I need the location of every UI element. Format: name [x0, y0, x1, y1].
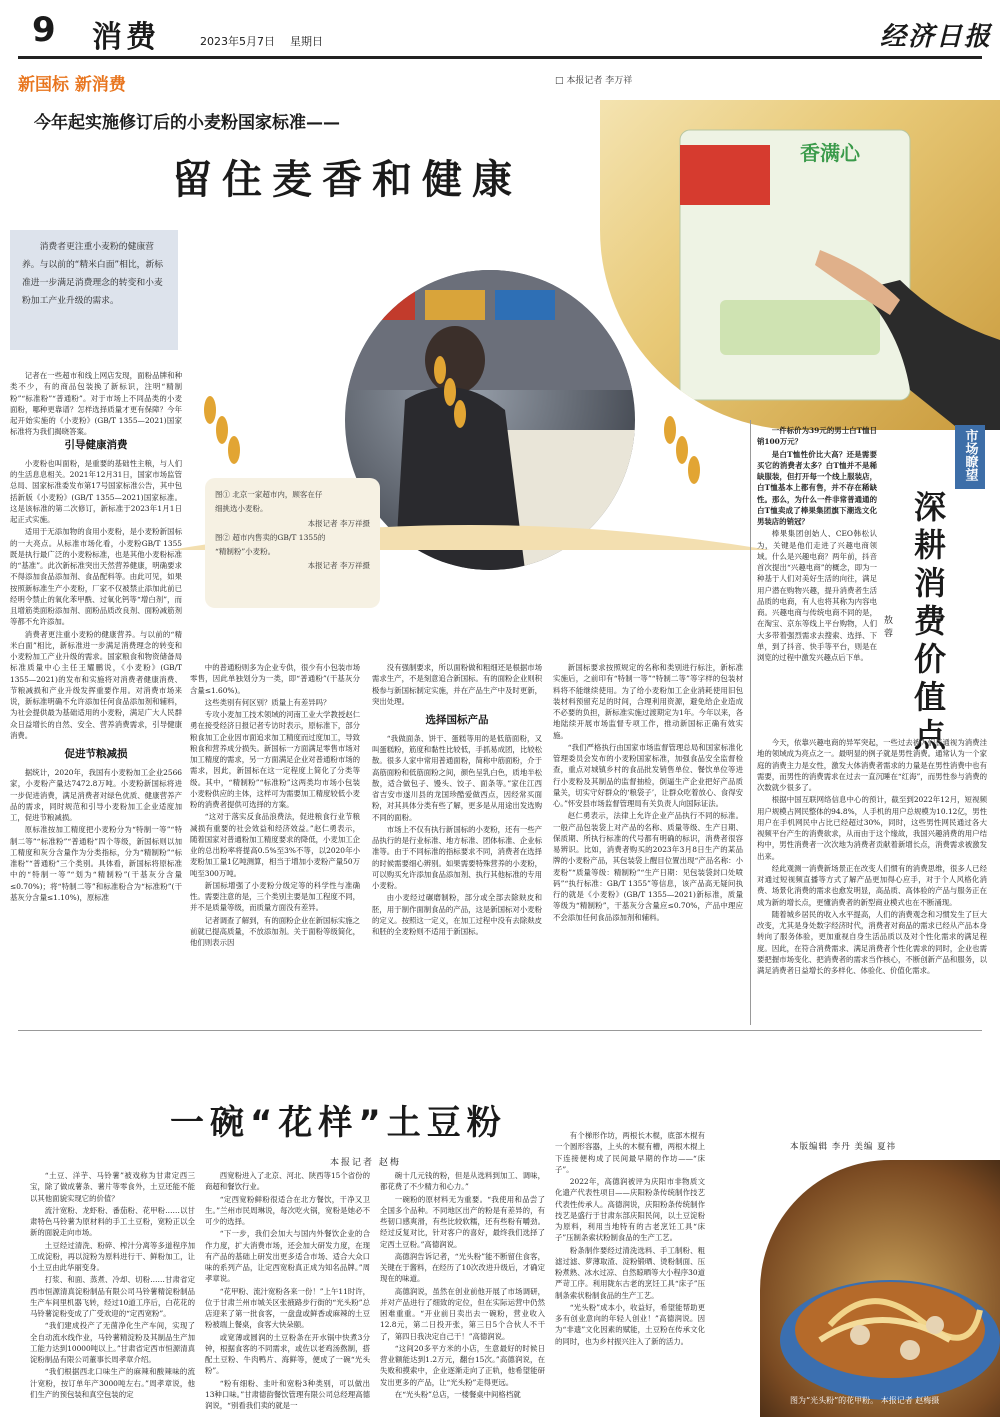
paragraph: 据统计，2020年，我国有小麦粉加工企业2566家，小麦粉产量达7472.8万吨。小麦粉新国标将进一步促进消费，满足消费者对绿色优质、健康营养产品的需求，同时规范和引导小麦粉加工企业适度加工，促进节粮减损。 — [10, 768, 182, 823]
paragraph: 新国标要求按照规定的名称和类别进行标注，新标准实施后，之前印有“特制一等”“特制二等”等字样的包装材料将不能继续使用。为了给小麦粉加工企业消耗使用旧包装材料预留充足的时间，合理利用资源，避免给企业造成不必要的负担，新标准实施过渡期定为1年。今年以来，各地陆续开展市场监督专项工作，推动新国标正确有效实施。 — [553, 663, 743, 740]
sidebar-column — [757, 425, 989, 1015]
issue-date: 2023年5月7日 — [200, 35, 275, 48]
paragraph: 新国标增强了小麦粉分级定等的科学性与准确性。需要注意的是，三个类别主要是加工程度不同，并不是质量等级，而质量方面没有差异。 — [190, 880, 360, 913]
feature1-column-3 — [372, 662, 542, 1017]
caption-line: “精制粉”小麦粉。 — [215, 547, 276, 556]
paragraph: 消费者更注重小麦粉的健康营养。与以前的“精米白面”相比，新标准进一步满足消费理念的转变和小麦粉加工产业升级的需求。国家粮食和物资储备局标准质量中心主任王耀鹏说，《小麦粉》(GB/T 1355—2021)的发布和实施将对消费者健康消费、节粮减损和产业升级发挥重要作用。对消费市场来说，新标准明确不允许添加任何食品添加剂和辅料，为社会提供最为基础适用的小麦粉，满足广大人民群众日益增长的自然、安全、营养消费需求，引导健康消费。 — [10, 629, 182, 740]
paragraph: “我们严格执行由国家市场监督管理总局和国家标准化管理委员会发布的小麦粉国家标准，加强食品安全监督检查，重点对城镇乡村的食品批发销售单位、餐饮单位等进行小麦粉及其制品的监督抽检，倒逼生产企业把好产品质量关，切实守好群众的‘粮袋子’，让群众吃着放心、食得安心。”怀安县市场监督管理局有关负责人向国际证法。 — [553, 742, 743, 808]
paragraph: 高德润告诉记者，“光头粉”能不断留住食客，关键在于酱料，在经历了10次改进升级后，才确定现在的味道。 — [380, 1251, 545, 1284]
paragraph: 是白T恤性价比大高？还是需要买它的消费者太多？白T恤并不是稀缺服装，但打开每一个线上服装店，白T恤基本上都有售，并不存在稀缺性。那么，为什么一件非常普通通的白T恤卖成了棒果集团旗下潮选文化男装店的销冠？ — [757, 449, 877, 526]
header-rule — [18, 56, 982, 59]
subhead-select: 选择国标产品 — [425, 714, 489, 726]
paragraph: 随着城乡居民的收入水平提高，人们的消费观念和习惯发生了巨大改变，尤其是身处数字经济时代，消费者对商品的需求已经从产品本身转向了服务体验，更加重视自身生活品质以及对个性化需求的满足程度。因此，在符合消费需求、满足消费者个性化需求的同时，企业也需要把握市场变化、把消费者的需求当作核心，不断创新产品和服务，以满足消费者日益增长的多样化、体验化、价值化需求。 — [757, 909, 987, 975]
feature2-headline: 一碗“花样”土豆粉 — [170, 1103, 507, 1143]
paragraph: 一碗粉的原材料无为重要。“我使用和品尝了全国多个品种。不同地区出产的粉是有差异的，有些韧口感爽滑，有些比较软糯，还有些粉有嚼劲。经过反复对比，针对客户的喜好，最终我们选择了定西土豆粉。”高德润说。 — [380, 1194, 545, 1249]
paragraph: 市场上不仅有执行新国标的小麦粉，还有一些产品执行的是行业标准、地方标准、团体标准、企业标准等。由于不同标准的指标要求不同，消费者在选择的时候需要细心辨别。如果需要特殊营养的小麦粉，可以购买允许添加食品添加剂、执行其他标准的专用小麦粉。 — [372, 824, 542, 891]
caption-line: 本报记者 李万祥摄 — [307, 561, 370, 571]
paragraph: 高德润说，虽然在创业前他开展了市场调研，并对产品进行了细致的定位，但在实际运营中仍然困难重重。“开业前日卖出去一碗粉，营业收入12.8元，第二日投开张，第三日5个合伙人不干了，第四日我决定自己干！”高德润说。 — [380, 1286, 545, 1341]
feature1-column-4 — [553, 662, 743, 1017]
paragraph: 小麦粉也叫面粉，是重要的基础性主粮，与人们的生活息息相关。2021年12月31日，国家市场监管总局、国家标准委发布第17号国家标准公告，其中包括新版《小麦粉》(GB/T 1355—2021)国家标准。这是该标准的第二次修订，新标准于2023年1月1日起正式实施。 — [10, 458, 182, 525]
paragraph: 根据中国互联网络信息中心的预计，截至到2022年12月，短视频用户规模占网民整体的94.8%，人手机的用户总规模为10.12亿，男性用户在手机网民中占比已经超过30%，同时，这些男性网民通过各大视频平台产生的消费欲求，从而由于这个缘故，我国兴趣消费的用户结构中，男性消费者一次次地为消费者贡献着新增长点，消费需求被激发出来。 — [757, 795, 987, 861]
paragraph: 碗十几元钱的粉，但是从选料到加工、调味，都花费了不少精力和心力。” — [380, 1171, 545, 1192]
paragraph: 2022年，高德润被评为庆阳市非物质文化遗产代表性项目——庆阳粉条传统制作技艺代表性传承人。高德润说，庆阳粉条传统制作技艺是盛行于甘肃东部庆阳民间，以土豆淀粉为原料，利用当地特有的古老烹饪工具“床子”压制条索状粉制食品的生产工艺。 — [555, 1177, 705, 1243]
sidebar-body-bottom — [757, 737, 987, 1012]
paragraph: 棒果集团创始人、CEO韩松认为，关键是他们走进了兴趣电商领域。什么是兴趣电商？两年前，抖音首次提出“兴趣电商”的概念，即为一种基于人们对美好生活的向往，满足用户潜在购物兴趣，提升消费者生活品质的电商，有人也将其称为内容电商。兴趣电商与传统电商不同的是，在淘宝、京东等线上平台购物，人们大多带着强烈需求去搜索、选择、下单，到了抖音、快手等平台，则是在浏览的过程中激发兴趣点后下单。 — [757, 529, 877, 662]
paragraph: “粉有细粉、韭叶和宽粉3种类别，可以做出13种口味。”甘肃德韵餐饮管理有限公司总经理高德润说，“别看我们卖的就是一 — [205, 1378, 370, 1410]
subhead-save: 促进节粮减损 — [64, 748, 128, 761]
caption-line: 本报记者 李万祥摄 — [307, 518, 370, 528]
paragraph: “土豆、洋芋、马铃薯”被戏称为甘肃定西三宝，除了做成薯条、薯片等零食外，土豆还能不能以其他面貌实现它的价值？ — [30, 1171, 195, 1203]
article-kicker: 今年起实施修订后的小麦粉国家标准—— — [34, 113, 340, 133]
sidebar-body-top — [757, 425, 877, 735]
editor-credit: 本版编辑 李丹 美编 夏祎 — [790, 1142, 897, 1152]
sidebar-author — [881, 615, 894, 645]
paragraph: “我们根据西北口味生产的麻辣和酸辣味的流汁宽粉，按订单年产3000吨左右。”周孝章说，他们生产的预包装和真空包装的定 — [30, 1367, 195, 1399]
sidebar-label-text: 市场瞭望 — [962, 429, 978, 481]
issue-weekday: 星期日 — [290, 35, 323, 48]
feature2-column-1 — [30, 1170, 195, 1410]
intro-text: 记者在一些超市和线上网店发现，面粉品牌和种类不少，有的商品包装换了新标识，注明“精制粉”“标准粉”“普通粉”。对于市场上不同品类的小麦面粉，哪种更靠谱？怎样选择质量才更有保障？今年起开始实施的《小麦粉》(GB/T 1355—2021)国家标准将为我们揭晓答案。 — [10, 371, 182, 437]
paragraph: 土豆经过清洗、粉碎、榨汁分离等多道程序加工成淀粉，再以淀粉为原料进行干、鲜粉加工，让小土豆由此华丽变身。 — [30, 1240, 195, 1272]
paragraph: “下一步，我们会加大与国内外餐饮企业的合作力度，扩大消费市场，还会加大研发力度，在现有产品的基础上研发出更多适合市场、适合大众口味的系列产品，让定西宽粉真正成为知名品牌。”周孝章说。 — [205, 1229, 370, 1284]
caption-line: 图② 超市内售卖的GB/T 1355的 — [215, 532, 326, 542]
paragraph: “定西宽粉鲜粉很适合在北方餐饮，干净又卫生。”兰州市民周琳说，每次吃火锅，宽粉是她必不可少的选择。 — [205, 1194, 370, 1226]
paragraph: “这间20多平方米的小店，生意最好的时候日营业额能达到1.2万元，翻台15次。”高德润说，在失败和摸索中，企业逐渐走向了正轨，他希望能研发出更多的产品，让“光头粉”走得更远。 — [380, 1343, 545, 1387]
paragraph: 今天，依靠兴趣电商的异军突起，一些过去被人们普通视为消费洼地的领域成为亮点之一。最明显的例子就是男性消费。通常认为一个家庭的消费主力是女性，激发大体消费者需求的力量是在男性消费中也有需要，而男性的消费需求在过去一直沉睡在“红海”，而男性参与消费的次数就少很多了。 — [757, 738, 987, 792]
paragraph: “这对于落实反食品浪费法，促进粮食行业节粮减损有重要的社会效益和经济效益。”赵仁勇表示，随着国家对普通粉加工精度要求的降低，小麦加工企业的总出粉率将提高0.5%至3%不等，以2020年小麦粉加工量1亿吨测算，相当于增加小麦粉产量50万吨至300万吨。 — [190, 812, 360, 878]
paragraph: 赵仁勇表示，法律上允许企业产品执行不同的标准。一般产品包装袋上对产品的名称、质量等级、生产日期、保质期、所执行标准的代号都有明确的标识，消费者很容易辨识。比如，消费者购买的2023年3月8日生产的某品牌的小麦粉产品，其包装袋上醒目位置出现“产品名称：小麦粉”“质量等级：精制粉”“生产日期：见包装袋封口处喷码”“执行标准：GB/T 1355”等信息，该产品高无疑问执行的就是《小麦粉》(GB/T 1355—2021)新标准，质量等级为“精制粉”，干基灰分含量应≤0.70%，产品中理应不会添加任何食品添加剂和辅料。 — [553, 811, 743, 922]
article-headline: 留住麦香和健康 — [172, 157, 522, 203]
paragraph: 没有强制要求，所以面粉做和粗细还是根据市场需求生产，不是刻意追合新国标。有的面粉企业则积极参与新国标制定实施，并在产品生产中及时更新，突出处理。 — [372, 663, 542, 706]
caption-line: 图① 北京一家超市内，顾客在仔 — [215, 490, 323, 499]
paragraph: 流汁宽粉、龙虾粉、番茄粉、花甲粉……以甘肃特色马铃薯为原材料的手工土豆粉，宽粉正以全新的面貌走向市场。 — [30, 1205, 195, 1238]
paragraph: “花甲粉、流汁宽粉各来一份！”上午11时许，位于甘肃兰州市城关区张掖路步行街的“光头粉”总店迎来了第一批食客，一盘盘或鲜香或麻辣的土豆粉被端上餐桌，食客大快朵颐。 — [205, 1286, 370, 1330]
masthead-logo: 经济日报 — [880, 22, 993, 52]
paragraph: 适用于无添加物的食用小麦粉，是小麦粉新国标的一大亮点。从标准市场化看，小麦粉GB/T 1355既是执行最广泛的小麦粉标准，也是其他小麦粉标准的“基准”。此次新标准突出天然营养健康，明确要求不得添加食品添加剂、食品配料等。由此可见，如果按照新标准生产小麦粉，厂家不仅被禁止添加此前已经明令禁止的氧化苯甲酰、过氧化钙等“增白剂”，而且增筋类面粉添加剂、面粉品质改良剂、面粉减筋剂等都不允许添加。 — [10, 527, 182, 627]
subhead-guide: 引导健康消费 — [64, 439, 128, 451]
paragraph: 粉条制作要经过清洗选料、手工制粉、粗滤过滤、萝薄取渣、淀粉锻晒、烫粉制面、压粉煮熟、冰水过凉、自然晾晒等大小程序30道严苛工序。利用陇东古老的烹饪工具“床子”压制条索状粉制食品的生产工艺。 — [555, 1245, 705, 1300]
feature1-column-2 — [190, 662, 360, 1017]
caption-line: 细挑选小麦粉。 — [215, 504, 268, 514]
column-tag: 新国标 新消费 — [18, 75, 126, 95]
summary-text: 消费者更注重小麦粉的健康营养。与以前的“精米白面”相比，新标准进一步满足消费理念的转变和小麦粉加工产业升级的需求。 — [22, 242, 164, 307]
paragraph: “我们建成投产了无菌净化生产车间，实现了全自动流水线作业，马铃薯精淀粉及其制品生产加工能力达到10000吨以上。”甘肃省定西市恒源清真淀粉制品有限公司董事长周孝章介绍。 — [30, 1321, 195, 1364]
paragraph: 原标准按加工精度把小麦粉分为“特制一等”“特制二等”“标准粉”“普通粉”四个等级，新国标则以加工精度和灰分含量作为分类指标，分为“精制粉”“标准粉”“普通粉”三个类别。具体看，新国标将原标准中的“特制一等”“划为“精制粉”(干基灰分含量≤0.70%)；将“特制二等”和标准粉合为“标准粉”(干基灰分含量≤1.10%)，原标准 — [10, 825, 182, 902]
noodle-photo — [760, 1160, 1000, 1417]
paragraph: 专攻小麦加工技术领域的河南工业大学教授赵仁勇在接受经济日报记者专访时表示，原标准下，部分粮食加工企业因市面追求加工精度而过度加工，导致粮食和营养成分损失。新国标一方面满足零售市场对加工精度的需求，另一方面满足企业对普通粉市场的需求，因此，新国标在这一定程度上简化了分类等级。其中，“精制粉”“标准粉”这两类均市场小包装小麦粉供应的主体，这样可为需要加工精度较低小麦粉的消费者提供可选择的方案。 — [190, 710, 360, 809]
paragraph: 记者调查了解到，有的面粉企业在新国标实施之前就已提高质量，不放添加剂。关于面粉等级简化，他们则表示因 — [190, 915, 360, 947]
paragraph: 有个梯形作坊，两根长木棍，底部木棍有一个圆形容器，上头的木棍有槽，两根木棍上下连接便构成了民间最早期的作坊——“床子”。 — [555, 1131, 705, 1174]
feature2-byline: 本报记者 赵梅 — [330, 1158, 401, 1168]
byline: □ 本报记者 李万祥 — [555, 76, 633, 86]
feature2-column-3 — [380, 1170, 545, 1410]
paragraph: 西宽粉进入了北京、河北、陕西等15个省份的商超和餐饮行业。 — [205, 1171, 370, 1192]
paragraph: 在“光头粉”总店，一楼餐桌中间格档就 — [394, 1389, 521, 1399]
noodle-bowl-illustration — [760, 1160, 1000, 1417]
summary-box — [10, 230, 178, 350]
section-name: 消费 — [92, 20, 160, 55]
feature1-column-1 — [10, 432, 182, 1017]
paragraph: 由小麦经过碾磨制粉，部分或全部去除麸皮和胚，用于制作面制食品的产品，这是新国标对小麦粉的定义。按照这一定义，在加工过程中没有去除麸皮和胚的全麦粉则不适用于新国标。 — [372, 893, 542, 937]
page-number: 9 — [32, 10, 56, 50]
section-divider — [18, 1030, 982, 1031]
paragraph: 经此观测一消费新场景正在改变人们惯有的消费思维，很多人已经对通过短视频直播等方式了解产品更加得心应手，对于个人风格化消费、场景化消费的需求也愈发明显，高品质、高体验的产品与服务正在成为新的增长点，更懂消费者的新型商业模式也在不断涌现。 — [757, 863, 987, 907]
paragraph: 中的普通粉则多为企业专供，很少有小包装市场零售，因此单独划分为一类，即“普通粉”(干基灰分含量≤1.60%)。 — [190, 663, 360, 695]
paragraph: 或宽薄或圆润的土豆粉条在开水锅中快煮3分钟，根据食客的不同需求，或佐以老鸡汤熬制，搭配土豆粉、牛肉鸭片、海鲜等，便成了一碗“光头粉”。 — [205, 1332, 370, 1376]
svg-text:香满心: 香满心 — [800, 141, 860, 165]
paragraph: 一件标价为39元的男士白T恤日销100万元？ — [757, 426, 877, 447]
noodle-photo-caption: 图为“光头粉”的花甲粉。 本报记者 赵梅摄 — [790, 1396, 940, 1405]
photo-caption-box — [205, 478, 380, 608]
feature2-column-2 — [205, 1170, 370, 1410]
sidebar-title-text: 深耕消费价值点 — [909, 490, 947, 756]
sidebar-author-text: 敖蓉 — [882, 615, 892, 641]
intro-paragraph — [10, 370, 182, 439]
paragraph: “光头粉”成本小，收益好，希望能帮助更多有创业意向的年轻人创业！”高德润说。因为“非遗”文化因素的赋能，土豆粉在传承文化的同时，也为乡村振兴注入了新的活力。 — [555, 1302, 705, 1346]
sidebar-label — [955, 425, 985, 489]
paragraph: “我做面条、饼干、蛋糕等用的是低筋面粉，又叫蛋糕粉，筋度和黏性比较低，手抓易成团，比较松散。很多人家中常用普通面粉，简称中筋面粉，介于高筋面粉和低筋面粉之间，颜色呈乳白色，质地半松散，适合做包子、馒头、饺子、面条等。”家住江西省吉安市遂川县的龙国珍酷爱做西点，因经常买面粉，对其具体分类有些了解，更多是从用途出发选购不同的面粉。 — [372, 733, 542, 822]
paragraph: 这些类别有何区别？质量上有差异吗？ — [204, 697, 331, 707]
sidebar-divider — [750, 420, 751, 1025]
sidebar-title — [905, 490, 951, 760]
page-header — [0, 0, 1000, 60]
feature2-column-4 — [555, 1130, 705, 1410]
paragraph: 打浆、和面、蒸煮、冷却、切粉……甘肃省定西市恒源清真淀粉制品有限公司马铃薯精淀粉制品生产车间里机器飞转，经过10道工序后，白花花的马铃薯淀粉变成了广受欢迎的“定西宽粉”。 — [30, 1275, 195, 1318]
